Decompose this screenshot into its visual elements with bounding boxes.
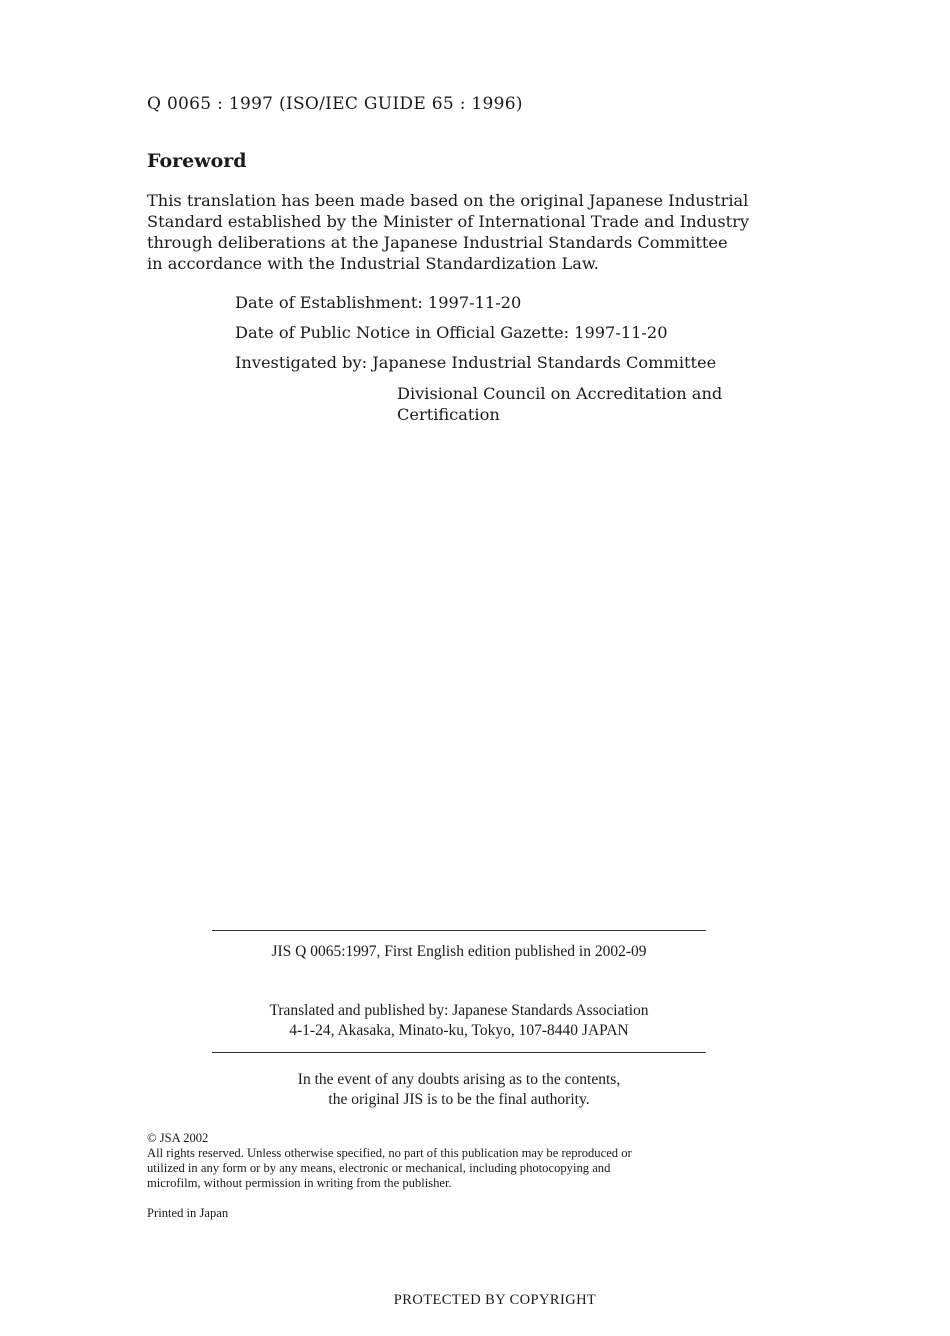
investigated-by-continued — [397, 383, 722, 425]
foreword-line: through deliberations at the Japanese Industrial Standards Committee — [147, 233, 728, 252]
authority-notice — [212, 1070, 706, 1110]
publisher-line: Translated and published by: Japanese Standards Association — [269, 1002, 649, 1019]
foreword-line: in accordance with the Industrial Standardization Law. — [147, 254, 599, 273]
date-of-public-notice: Date of Public Notice in Official Gazette: 1997-11-20 — [235, 323, 668, 342]
foreword-line: This translation has been made based on the original Japanese Industrial — [147, 191, 749, 210]
printed-in: Printed in Japan — [147, 1206, 229, 1220]
rights-line: utilized in any form or by any means, electronic or mechanical, including photocopying and — [147, 1161, 611, 1175]
notice-line: In the event of any doubts arising as to the contents, — [297, 1071, 621, 1088]
divider-bottom — [212, 1052, 706, 1053]
investigated-line: Divisional Council on Accreditation and — [397, 384, 723, 403]
copyright-footer: PROTECTED BY COPYRIGHT — [393, 1292, 597, 1308]
document-designation: Q 0065 : 1997 (ISO/IEC GUIDE 65 : 1996) — [147, 94, 523, 114]
publisher-block — [212, 1001, 706, 1041]
copyright-notice: © JSA 2002 — [147, 1131, 209, 1145]
publisher-address: 4-1-24, Akasaka, Minato-ku, Tokyo, 107-8440 JAPAN — [289, 1022, 629, 1039]
foreword-paragraph — [147, 190, 787, 274]
edition-note: JIS Q 0065:1997, First English edition published in 2002-09 — [271, 943, 647, 960]
investigated-by: Investigated by: Japanese Industrial Standards Committee — [235, 353, 717, 372]
rights-line: All rights reserved. Unless otherwise specified, no part of this publication may be reproduced or — [147, 1146, 632, 1160]
notice-line: the original JIS is to be the final authority. — [328, 1091, 590, 1108]
rights-line: microfilm, without permission in writing from the publisher. — [147, 1176, 452, 1190]
rights-statement — [147, 1146, 777, 1191]
foreword-title: Foreword — [147, 150, 247, 172]
foreword-line: Standard established by the Minister of International Trade and Industry — [147, 212, 750, 231]
investigated-line: Certification — [397, 405, 500, 424]
date-of-establishment: Date of Establishment: 1997-11-20 — [235, 293, 522, 312]
divider-top — [212, 930, 706, 931]
